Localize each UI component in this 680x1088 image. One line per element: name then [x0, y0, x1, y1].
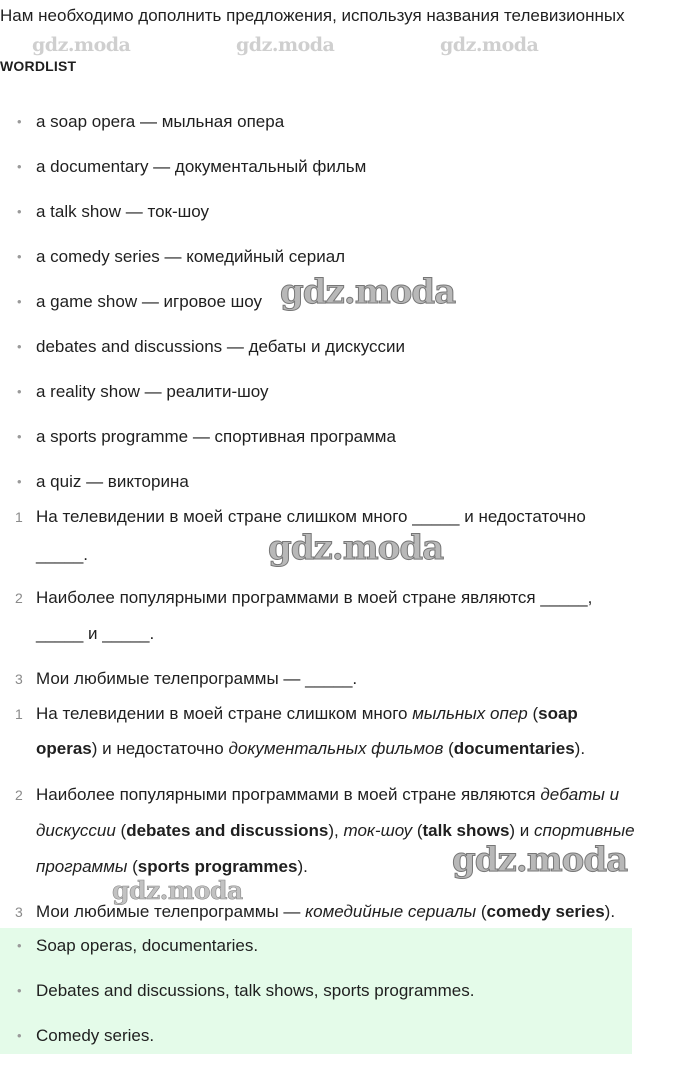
item-number: 2: [15, 590, 23, 606]
watermark: gdz.moda: [452, 840, 628, 880]
bullet-icon: •: [17, 384, 22, 399]
item-number: 2: [15, 787, 23, 803]
wordlist-heading: WORDLIST: [0, 58, 77, 74]
watermark: gdz.moda: [440, 34, 539, 56]
watermark: gdz.moda: [112, 876, 243, 905]
item-number: 1: [15, 706, 23, 722]
bullet-icon: •: [17, 294, 22, 309]
item-number: 1: [15, 509, 23, 525]
bullet-icon: •: [17, 938, 22, 953]
watermark: gdz.moda: [236, 34, 335, 56]
watermark: gdz.moda: [280, 272, 456, 312]
bullet-icon: •: [17, 204, 22, 219]
bullet-icon: •: [17, 429, 22, 444]
item-number: 3: [15, 904, 23, 920]
bullet-icon: •: [17, 983, 22, 998]
bullet-icon: •: [17, 114, 22, 129]
bullet-icon: •: [17, 474, 22, 489]
intro-text: Нам необходимо дополнить предложения, используя названия телевизионных: [0, 6, 625, 25]
bullet-icon: •: [17, 159, 22, 174]
watermark: gdz.moda: [268, 528, 444, 568]
watermark: gdz.moda: [32, 34, 131, 56]
bullet-icon: •: [17, 249, 22, 264]
item-number: 3: [15, 671, 23, 687]
bullet-icon: •: [17, 1028, 22, 1043]
bullet-icon: •: [17, 339, 22, 354]
